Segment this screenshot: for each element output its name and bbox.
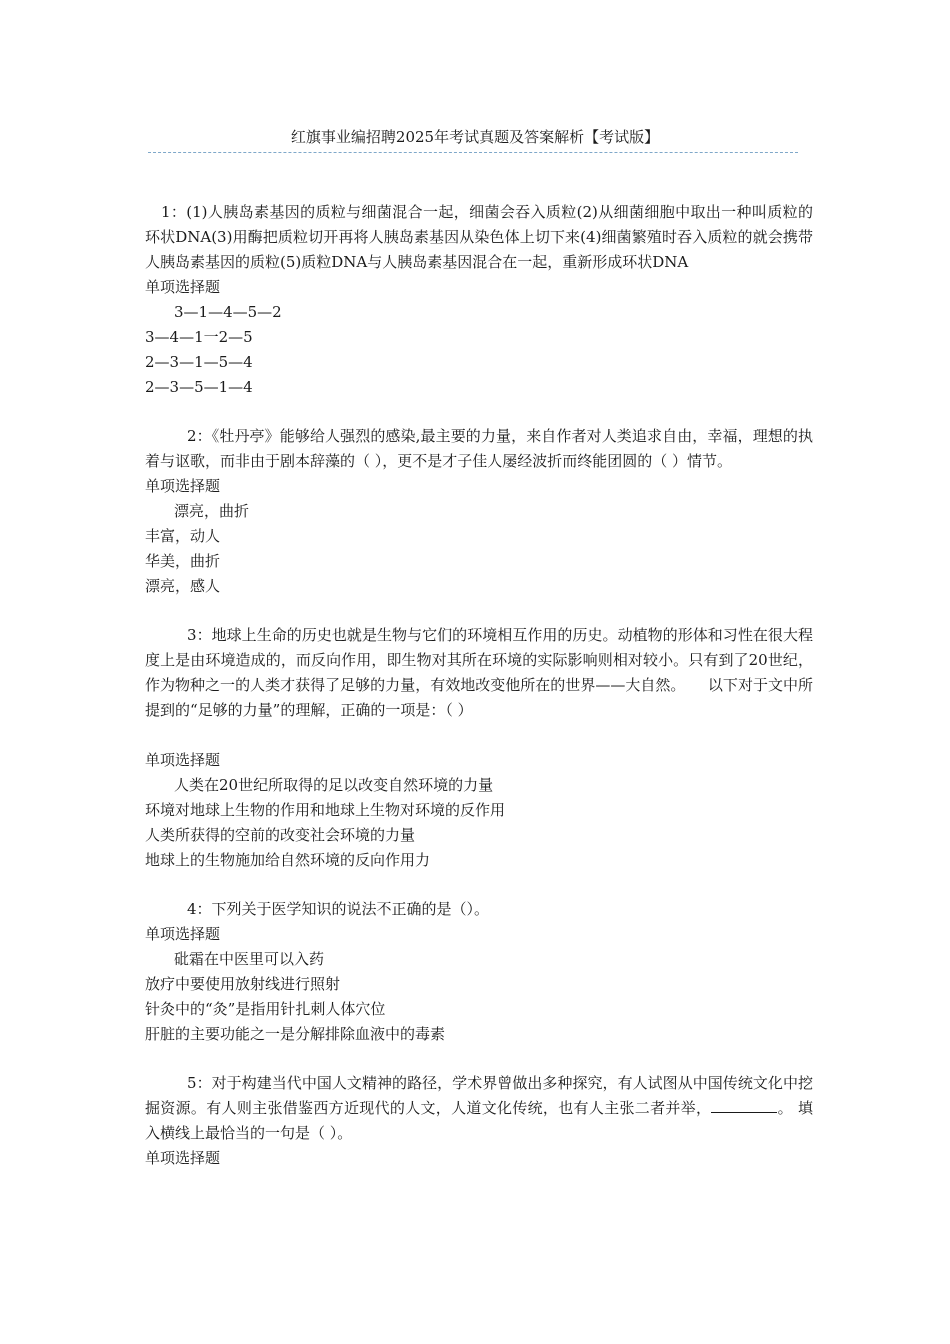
option-c: 人类所获得的空前的改变社会环境的力量 xyxy=(145,826,416,844)
question-4 xyxy=(145,897,813,1047)
option-d: 漂亮，感人 xyxy=(145,577,221,595)
option-b: 放疗中要使用放射线进行照射 xyxy=(145,975,341,993)
question-text xyxy=(145,1071,813,1146)
option-a: 漂亮，曲折 xyxy=(174,502,250,520)
question-type: 单项选择题 xyxy=(145,1149,221,1167)
question-text-after: 。 填入横线上最恰当的一句是（ ）。 xyxy=(145,1099,813,1142)
question-type: 单项选择题 xyxy=(145,751,221,769)
question-1 xyxy=(145,200,813,400)
question-text-before: 5：对于构建当代中国人文精神的路径，学术界曾做出多种探究，有人试图从中国传统文化中挖掘资源。有人则主张借鉴西方近现代的人文，人道文化传统，也有人主张二者并举， xyxy=(145,1074,813,1117)
option-c: 针灸中的“灸”是指用针扎刺人体穴位 xyxy=(145,1000,386,1018)
question-type: 单项选择题 xyxy=(145,278,221,296)
question-2 xyxy=(145,424,813,599)
option-d: 2—3—5—1—4 xyxy=(145,378,253,396)
option-d: 地球上的生物施加给自然环境的反向作用力 xyxy=(145,851,431,869)
option-a: 砒霜在中医里可以入药 xyxy=(174,950,325,968)
option-b: 环境对地球上生物的作用和地球上生物对环境的反作用 xyxy=(145,801,506,819)
option-d: 肝脏的主要功能之一是分解排除血液中的毒素 xyxy=(145,1025,446,1043)
question-list xyxy=(145,200,813,1195)
question-5 xyxy=(145,1071,813,1171)
option-c: 华美，曲折 xyxy=(145,552,221,570)
option-a: 人类在20世纪所取得的足以改变自然环境的力量 xyxy=(174,776,494,794)
question-text: 1：(1)人胰岛素基因的质粒与细菌混合一起，细菌会吞入质粒(2)从细菌细胞中取出一种叫质粒的环状DNA(3)用酶把质粒切开再将人胰岛素基因从染色体上切下来(4)细菌繁殖时吞入质粒的就会携带人胰岛素基因的质粒(5)质粒DNA与人胰岛素基因混合在一起，重新形成环状DNA xyxy=(145,203,813,271)
option-a: 3—1—4—5—2 xyxy=(174,303,282,321)
page-title: 红旗事业编招聘2025年考试真题及答案解析【考试版】 xyxy=(290,128,660,146)
fill-blank xyxy=(711,1098,777,1113)
option-b: 3—4—1一2—5 xyxy=(145,328,253,346)
option-c: 2—3—1—5—4 xyxy=(145,353,253,371)
question-text: 3：地球上生命的历史也就是生物与它们的环境相互作用的历史。动植物的形体和习性在很大程度上是由环境造成的，而反向作用，即生物对其所在环境的实际影响则相对较小。只有到了20世纪，作为物种之一的人类才获得了足够的力量，有效地改变他所在的世界——大自然。 以下对于文中所提到的“足够的力量”的理解，正确的一项是：（ ） xyxy=(145,626,813,719)
title-divider xyxy=(148,152,798,153)
question-3 xyxy=(145,623,813,873)
question-type: 单项选择题 xyxy=(145,477,221,495)
question-type: 单项选择题 xyxy=(145,925,221,943)
question-text: 2：《牡丹亭》能够给人强烈的感染,最主要的力量，来自作者对人类追求自由，幸福，理想的执着与讴歌，而非由于剧本辞藻的（ ），更不是才子佳人屡经波折而终能团圆的（ ）情节。 xyxy=(145,427,813,470)
question-text: 4：下列关于医学知识的说法不正确的是（）。 xyxy=(187,900,490,918)
option-b: 丰富，动人 xyxy=(145,527,221,545)
